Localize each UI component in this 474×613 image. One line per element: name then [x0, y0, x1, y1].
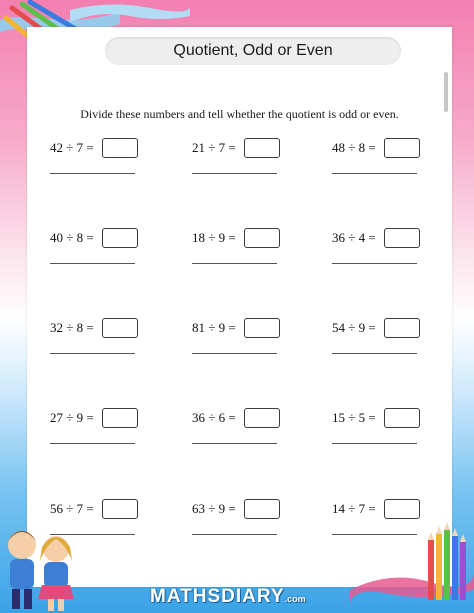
problem-item — [332, 408, 452, 458]
mathsdiary-logo[interactable] — [150, 586, 306, 610]
answer-box[interactable] — [102, 138, 138, 158]
odd-even-line[interactable] — [192, 263, 277, 264]
division-expression: 36 ÷ 4 = — [332, 230, 376, 245]
answer-box[interactable] — [384, 138, 420, 158]
answer-box[interactable] — [244, 318, 280, 338]
division-expression: 36 ÷ 6 = — [192, 410, 236, 425]
answer-box[interactable] — [384, 408, 420, 428]
answer-box[interactable] — [244, 499, 280, 519]
worksheet-page — [27, 27, 452, 587]
odd-even-line[interactable] — [332, 173, 417, 174]
division-expression: 27 ÷ 9 = — [50, 410, 94, 425]
problem-item — [192, 138, 312, 188]
answer-box[interactable] — [102, 408, 138, 428]
odd-even-line[interactable] — [332, 263, 417, 264]
odd-even-line[interactable] — [50, 173, 135, 174]
problem-item — [332, 318, 452, 368]
instruction-text: Divide these numbers and tell whether the quotient is odd or even. — [80, 107, 399, 121]
odd-even-line[interactable] — [192, 173, 277, 174]
odd-even-line[interactable] — [50, 443, 135, 444]
division-expression: 54 ÷ 9 = — [332, 320, 376, 335]
problem-item — [332, 228, 452, 278]
answer-box[interactable] — [384, 318, 420, 338]
odd-even-line[interactable] — [50, 263, 135, 264]
colored-pencils-icon — [350, 520, 474, 613]
answer-box[interactable] — [244, 408, 280, 428]
answer-box[interactable] — [384, 228, 420, 248]
problem-item — [50, 318, 170, 368]
division-expression: 15 ÷ 5 = — [332, 410, 376, 425]
division-expression: 32 ÷ 8 = — [50, 320, 94, 335]
division-expression: 18 ÷ 9 = — [192, 230, 236, 245]
division-expression: 40 ÷ 8 = — [50, 230, 94, 245]
division-expression: 21 ÷ 7 = — [192, 140, 236, 155]
ribbon-icon — [70, 0, 190, 30]
answer-box[interactable] — [102, 499, 138, 519]
problem-item — [332, 138, 452, 188]
division-expression: 14 ÷ 7 = — [332, 501, 376, 516]
answer-box[interactable] — [244, 228, 280, 248]
division-expression: 81 ÷ 9 = — [192, 320, 236, 335]
problem-item — [192, 318, 312, 368]
problem-item — [192, 499, 312, 549]
problem-item — [50, 138, 170, 188]
division-expression: 42 ÷ 7 = — [50, 140, 94, 155]
division-expression: 48 ÷ 8 = — [332, 140, 376, 155]
odd-even-line[interactable] — [332, 443, 417, 444]
division-expression: 63 ÷ 9 = — [192, 501, 236, 516]
answer-box[interactable] — [102, 318, 138, 338]
answer-box[interactable] — [384, 499, 420, 519]
odd-even-line[interactable] — [332, 353, 417, 354]
logo-suffix: .com — [284, 594, 306, 604]
kids-icon — [0, 515, 80, 613]
problem-item — [50, 408, 170, 458]
answer-box[interactable] — [244, 138, 280, 158]
problem-item — [50, 228, 170, 278]
odd-even-line[interactable] — [192, 534, 277, 535]
worksheet-title: Quotient, Odd or Even — [105, 37, 401, 65]
logo-text: MATHSDIARY — [150, 586, 285, 607]
answer-box[interactable] — [102, 228, 138, 248]
page-edge-marker — [444, 72, 448, 112]
problem-item — [192, 408, 312, 458]
odd-even-line[interactable] — [192, 353, 277, 354]
problem-item — [192, 228, 312, 278]
division-expression: 56 ÷ 7 = — [50, 501, 94, 516]
odd-even-line[interactable] — [192, 443, 277, 444]
odd-even-line[interactable] — [50, 353, 135, 354]
